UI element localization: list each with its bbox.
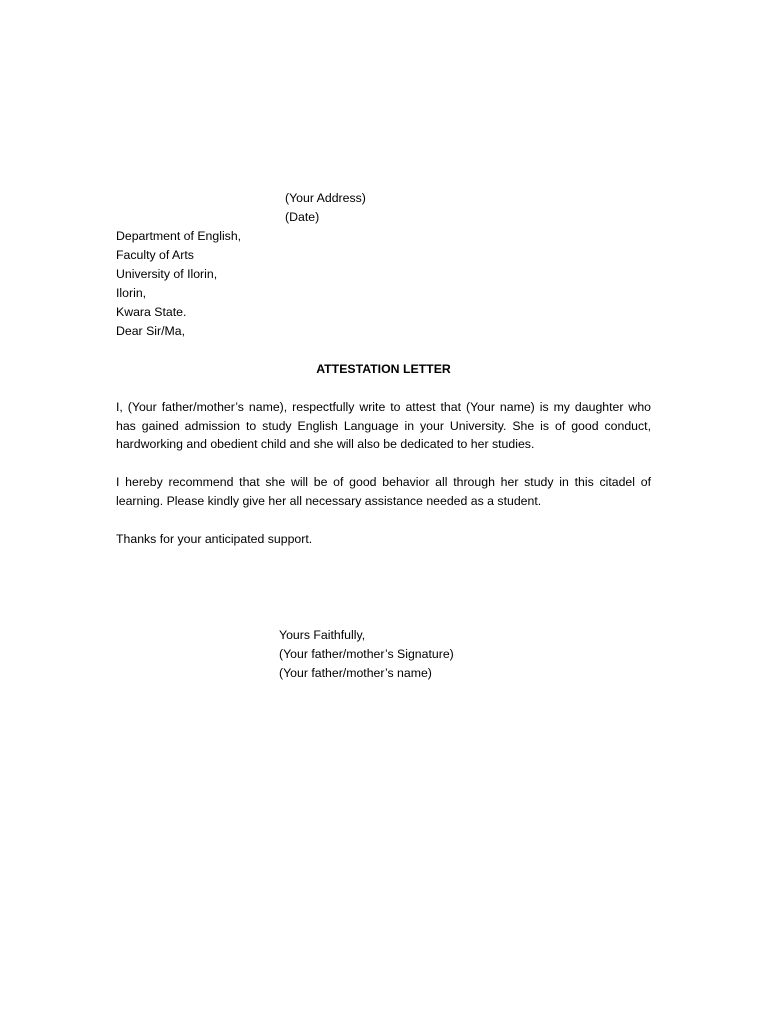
recipient-state: Kwara State. — [116, 305, 187, 319]
salutation: Dear Sir/Ma, — [116, 324, 186, 338]
letter-date: (Date) — [285, 210, 320, 224]
sender-address: (Your Address) — [285, 191, 366, 205]
valediction: Yours Faithfully, — [279, 628, 366, 642]
recipient-city: Ilorin, — [116, 286, 147, 300]
body-paragraph-2: I hereby recommend that she will be of good behavior all through her study in this citadel of learning. Please kindly give her all necessary assistance needed as a student. — [116, 475, 651, 508]
body-paragraph-3: Thanks for your anticipated support. — [116, 532, 313, 546]
signer-name: (Your father/mother’s name) — [279, 666, 432, 680]
recipient-faculty: Faculty of Arts — [116, 248, 194, 262]
body-paragraph-1: I, (Your father/mother’s name), respectfully write to attest that (Your name) is my daughter who has gained admission to study English Language in your University. She is of good conduct, hardworking and obedient child and she will also be dedicated to her studies. — [116, 400, 651, 452]
signature-line: (Your father/mother’s Signature) — [279, 647, 454, 661]
recipient-university: University of Ilorin, — [116, 267, 218, 281]
recipient-department: Department of English, — [116, 229, 242, 243]
letter-title: ATTESTATION LETTER — [316, 362, 451, 376]
